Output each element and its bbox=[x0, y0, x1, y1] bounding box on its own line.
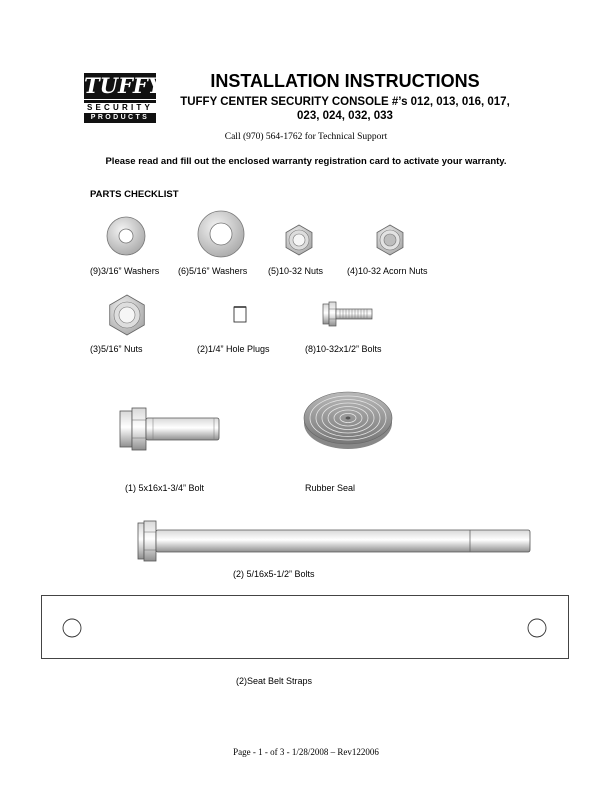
warranty-notice: Please read and fill out the enclosed warranty registration card to activate your warranty. bbox=[105, 156, 507, 167]
subtitle-line-2: 023, 024, 032, 033 bbox=[297, 110, 393, 122]
hex-nut-5-16-icon bbox=[106, 294, 148, 336]
part-label: (2)1/4” Hole Plugs bbox=[197, 344, 270, 354]
part-label: (8)10-32x1/2” Bolts bbox=[305, 344, 382, 354]
part-label: (9)3/16” Washers bbox=[90, 266, 160, 276]
hole-plug-icon bbox=[233, 305, 247, 323]
long-bolt-icon bbox=[137, 520, 533, 562]
logo-security: SECURITY bbox=[86, 103, 154, 112]
parts-checklist-heading: PARTS CHECKLIST bbox=[90, 189, 179, 200]
page-title: INSTALLATION INSTRUCTIONS bbox=[210, 71, 480, 91]
seat-belt-strap-icon bbox=[41, 595, 569, 659]
part-label: (4)10-32 Acorn Nuts bbox=[347, 266, 428, 276]
bolt-10-32-icon bbox=[322, 300, 374, 328]
rubber-seal-icon bbox=[300, 385, 396, 453]
part-label: (5)10-32 Nuts bbox=[268, 266, 324, 276]
part-label: (3)5/16” Nuts bbox=[90, 344, 143, 354]
washer-3-16-icon bbox=[106, 216, 146, 256]
washer-5-16-icon bbox=[197, 210, 245, 258]
support-line: Call (970) 564-1762 for Technical Support bbox=[224, 132, 388, 142]
bolt-5x16-icon bbox=[119, 407, 223, 451]
page-subtitle bbox=[160, 95, 530, 123]
part-label: (6)5/16” Washers bbox=[178, 266, 248, 276]
part-label: (1) 5x16x1-3/4” Bolt bbox=[125, 483, 205, 493]
logo-brand: TUFFY bbox=[84, 73, 163, 98]
subtitle-line-1: TUFFY CENTER SECURITY CONSOLE #’s 012, 013, 016, 017, bbox=[180, 96, 510, 108]
page-footer: Page - 1 - of 3 - 1/28/2008 – Rev122006 bbox=[233, 747, 379, 757]
logo-products: PRODUCTS bbox=[84, 113, 156, 123]
hex-nut-10-32-icon bbox=[283, 224, 315, 256]
part-label: (2) 5/16x5-1/2” Bolts bbox=[233, 569, 315, 579]
acorn-nut-icon bbox=[374, 224, 406, 256]
tuffy-logo bbox=[84, 73, 163, 129]
part-label: (2)Seat Belt Straps bbox=[236, 676, 313, 686]
part-label: Rubber Seal bbox=[305, 483, 356, 493]
